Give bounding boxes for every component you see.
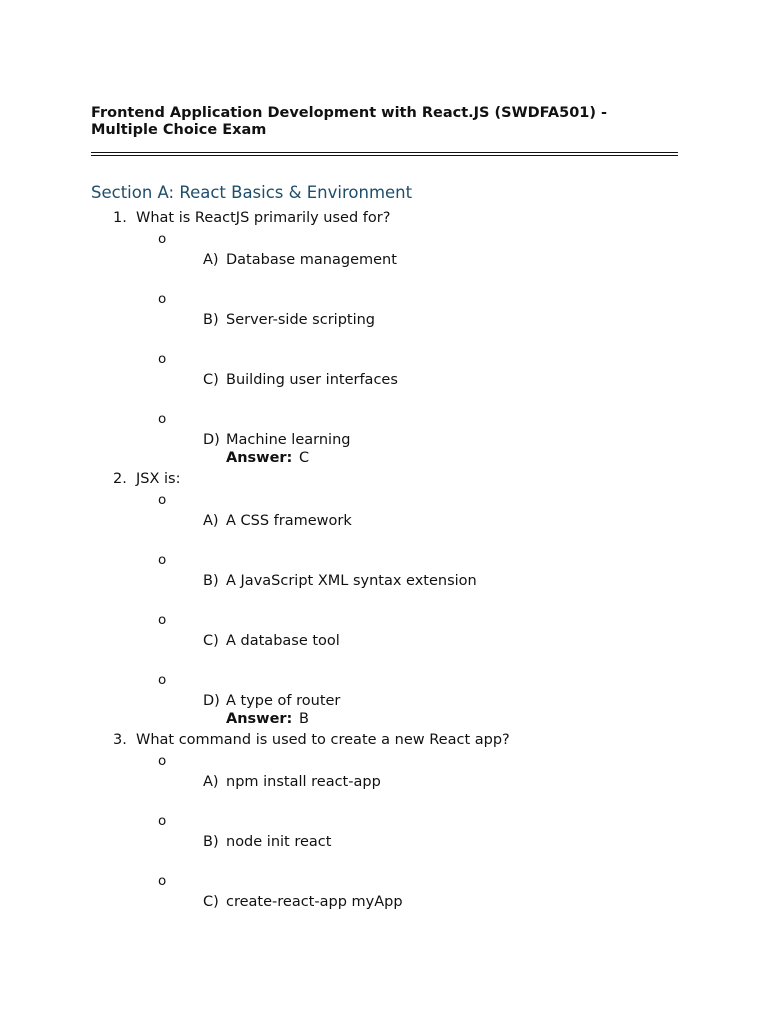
option-bullet: o — [158, 813, 167, 829]
option-letter: D) — [203, 693, 220, 709]
section-heading: Section A: React Basics & Environment — [91, 183, 413, 202]
option-letter: B) — [203, 573, 219, 589]
option-letter: D) — [203, 432, 220, 448]
option-bullet: o — [158, 351, 167, 367]
answer-option — [0, 671, 768, 710]
option-letter: A) — [203, 513, 219, 529]
option-bullet: o — [158, 753, 167, 769]
option-text: A CSS framework — [226, 513, 352, 529]
question-number: 3. — [113, 732, 127, 748]
option-letter: C) — [203, 894, 219, 910]
question-item — [0, 209, 768, 470]
option-bullet: o — [158, 672, 167, 688]
answer-value: C — [299, 450, 310, 466]
question-text: JSX is: — [136, 471, 181, 487]
option-text: npm install react-app — [226, 774, 381, 790]
option-letter: B) — [203, 834, 219, 850]
answer-label: Answer: — [226, 450, 293, 466]
answer-line — [0, 710, 768, 731]
option-bullet: o — [158, 492, 167, 508]
question-header — [0, 731, 768, 752]
question-item — [0, 470, 768, 731]
answer-line — [0, 449, 768, 470]
answer-option — [0, 611, 768, 671]
answer-option — [0, 230, 768, 290]
option-letter: B) — [203, 312, 219, 328]
option-bullet: o — [158, 552, 167, 568]
question-number: 1. — [113, 210, 127, 226]
option-text: node init react — [226, 834, 332, 850]
option-letter: A) — [203, 252, 219, 268]
answer-option — [0, 290, 768, 350]
option-bullet: o — [158, 612, 167, 628]
option-text: Machine learning — [226, 432, 351, 448]
answer-option — [0, 551, 768, 611]
option-text: Database management — [226, 252, 397, 268]
option-bullet: o — [158, 291, 167, 307]
option-text: Building user interfaces — [226, 372, 398, 388]
answer-option — [0, 491, 768, 551]
answer-option — [0, 410, 768, 449]
question-text: What command is used to create a new React app? — [136, 732, 510, 748]
answer-option — [0, 812, 768, 872]
option-text: A JavaScript XML syntax extension — [226, 573, 477, 589]
answer-value: B — [299, 711, 309, 727]
option-bullet: o — [158, 873, 167, 889]
option-text: A type of router — [226, 693, 341, 709]
document-title: Frontend Application Development with React.JS (SWDFA501) - Multiple Choice Exam — [91, 105, 608, 138]
answer-option — [0, 872, 768, 911]
option-text: Server-side scripting — [226, 312, 376, 328]
question-number: 2. — [113, 471, 127, 487]
option-letter: C) — [203, 372, 219, 388]
question-list — [0, 209, 768, 911]
question-text: What is ReactJS primarily used for? — [136, 210, 391, 226]
answer-option — [0, 350, 768, 410]
option-letter: C) — [203, 633, 219, 649]
question-item — [0, 731, 768, 911]
title-divider — [91, 152, 678, 156]
answer-option — [0, 752, 768, 812]
option-text: A database tool — [226, 633, 340, 649]
option-text: create-react-app myApp — [226, 894, 403, 910]
option-letter: A) — [203, 774, 219, 790]
question-header — [0, 209, 768, 230]
question-header — [0, 470, 768, 491]
answer-label: Answer: — [226, 711, 293, 727]
option-bullet: o — [158, 231, 167, 247]
option-bullet: o — [158, 411, 167, 427]
